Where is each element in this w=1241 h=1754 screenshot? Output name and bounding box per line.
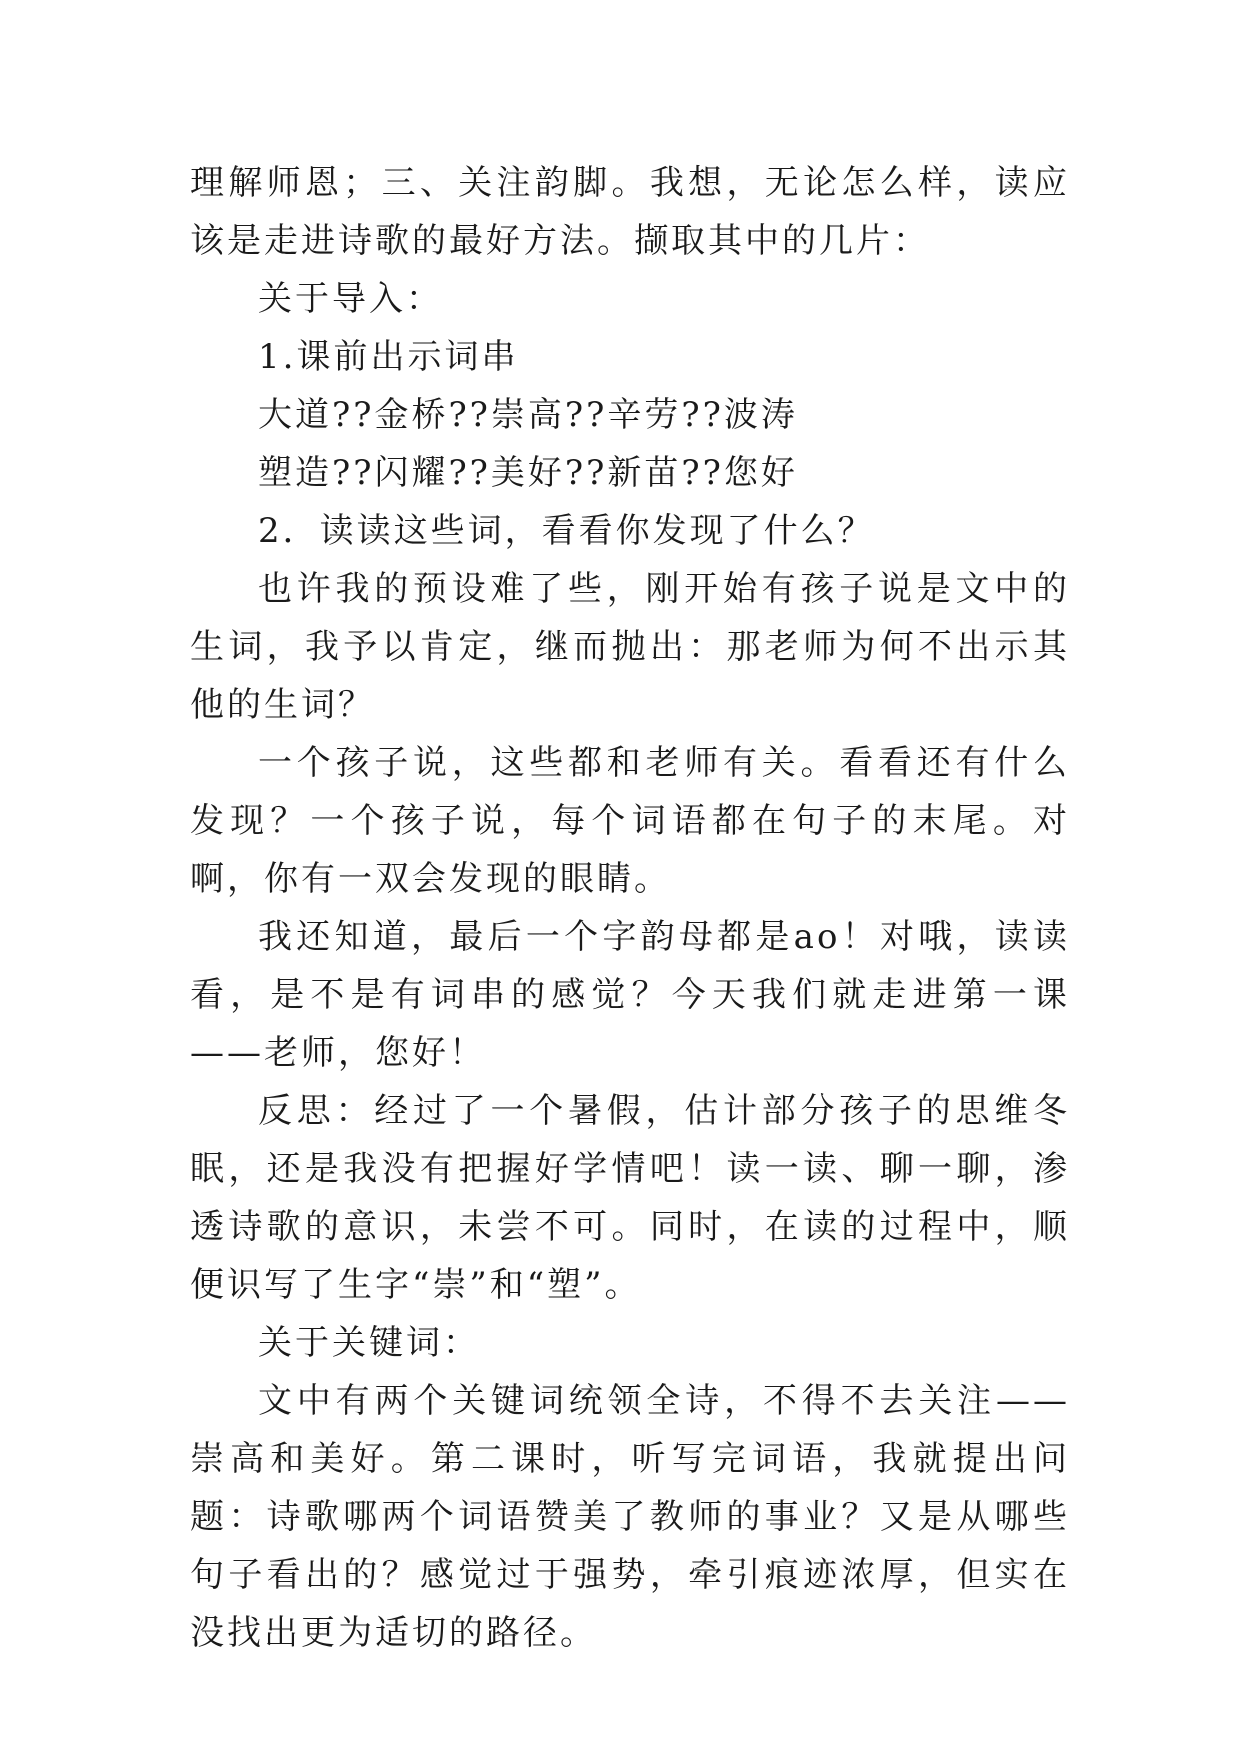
document-body (190, 154, 1070, 1662)
list-item-1: 1.课前出示词串 (258, 337, 519, 377)
section-heading-keywords: 关于关键词： (258, 1323, 480, 1363)
paragraph-rhyme: 我还知道，最后一个字韵母都是ao！对哦，读读看，是不是有词串的感觉？今天我们就走进第一课——老师，您好！ (190, 917, 1070, 1073)
paragraph-keywords: 文中有两个关键词统领全诗，不得不去关注——崇高和美好。第二课时，听写完词语，我就提出问题：诗歌哪两个词语赞美了教师的事业？又是从哪些句子看出的？感觉过于强势，牵引痕迹浓厚，但实在没找出更为适切的路径。 (190, 1381, 1070, 1653)
paragraph-discovery: 一个孩子说，这些都和老师有关。看看还有什么发现？一个孩子说，每个词语都在句子的末尾。对啊，你有一双会发现的眼睛。 (190, 743, 1070, 899)
paragraph-reflection: 反思：经过了一个暑假，估计部分孩子的思维冬眠，还是我没有把握好学情吧！读一读、聊一聊，渗透诗歌的意识，未尝不可。同时，在读的过程中，顺便识写了生字“崇”和“塑”。 (190, 1091, 1070, 1305)
section-heading-intro: 关于导入： (258, 279, 443, 319)
paragraph-preset: 也许我的预设难了些，刚开始有孩子说是文中的生词，我予以肯定，继而抛出：那老师为何不出示其他的生词？ (190, 569, 1070, 725)
list-item-2: 2．读读这些词，看看你发现了什么？ (258, 511, 875, 551)
word-string-line-2: 塑造??闪耀??美好??新苗??您好 (258, 453, 798, 493)
paragraph-1: 理解师恩；三、关注韵脚。我想，无论怎么样，读应该是走进诗歌的最好方法。撷取其中的几片： (190, 163, 1070, 261)
word-string-line-1: 大道??金桥??崇高??辛劳??波涛 (258, 395, 798, 435)
